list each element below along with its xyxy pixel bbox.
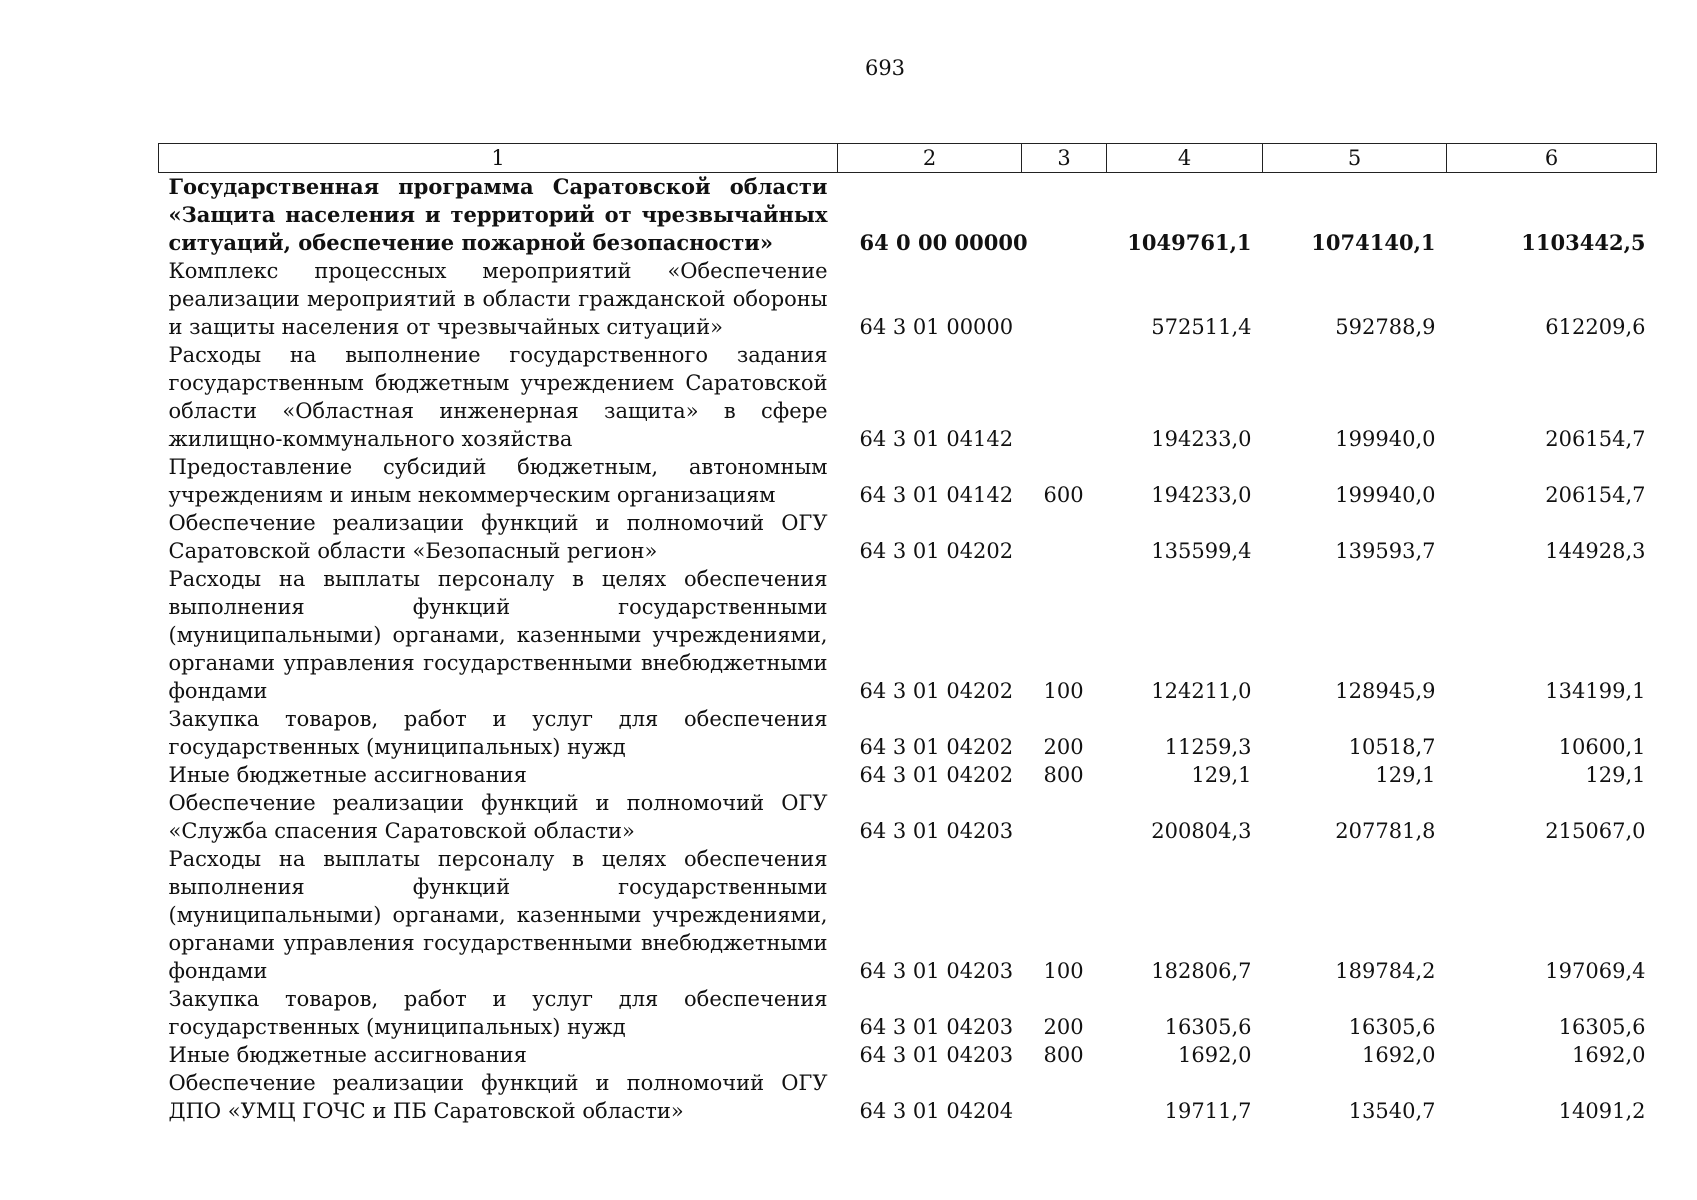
row-value-col-6: 206154,7 (1545, 427, 1646, 451)
table-row (159, 761, 1657, 789)
page-number: 693 (864, 56, 906, 80)
row-value-col-5: 128945,9 (1335, 679, 1436, 703)
row-value-col-4: 194233,0 (1151, 483, 1252, 507)
row-value-col-4: 572511,4 (1151, 315, 1252, 339)
table-row (159, 257, 1657, 341)
row-expense-type (1022, 509, 1107, 565)
row-expense-type: 100 (1043, 679, 1084, 703)
header-col-5: 5 (1263, 144, 1447, 173)
row-expense-type (1022, 1069, 1107, 1125)
row-code: 64 3 01 04202 (859, 679, 1014, 703)
budget-table (158, 143, 1657, 1125)
row-expense-type: 800 (1043, 763, 1084, 787)
header-col-4: 4 (1107, 144, 1263, 173)
row-value-col-6: 215067,0 (1545, 819, 1646, 843)
header-row (159, 144, 1657, 173)
header-col-3: 3 (1022, 144, 1107, 173)
row-name: Расходы на выполнение государственного задания государственным бюджетным учреждением Саратовской области «Областная инженерная защита» в сфере жилищно-коммунального хозяйства (168, 343, 828, 451)
table-row (159, 985, 1657, 1041)
row-value-col-5: 592788,9 (1335, 315, 1436, 339)
row-expense-type: 200 (1043, 1015, 1084, 1039)
row-name: Иные бюджетные ассигнования (168, 1043, 527, 1067)
row-name: Расходы на выплаты персоналу в целях обеспечения выполнения функций государственными (муниципальными) органами, казенными учреждениями, органами управления государственными внебюджетными фондами (168, 567, 828, 703)
table-row (159, 1041, 1657, 1069)
row-name: Закупка товаров, работ и услуг для обеспечения государственных (муниципальных) нужд (168, 987, 828, 1039)
row-value-col-6: 206154,7 (1545, 483, 1646, 507)
row-value-col-4: 19711,7 (1164, 1099, 1252, 1123)
row-expense-type: 600 (1043, 483, 1084, 507)
row-value-col-5: 13540,7 (1348, 1099, 1436, 1123)
header-col-6: 6 (1447, 144, 1657, 173)
row-name: Обеспечение реализации функций и полномочий ОГУ ДПО «УМЦ ГОЧС и ПБ Саратовской области» (168, 1071, 828, 1123)
row-code: 64 3 01 04204 (859, 1099, 1014, 1123)
row-value-col-5: 1692,0 (1362, 1043, 1436, 1067)
row-expense-type (1022, 173, 1107, 258)
row-code: 64 3 01 04142 (859, 427, 1014, 451)
row-code: 64 3 01 00000 (859, 315, 1014, 339)
table-row (159, 453, 1657, 509)
row-value-col-5: 10518,7 (1348, 735, 1436, 759)
row-value-col-4: 11259,3 (1164, 735, 1252, 759)
table-row (159, 845, 1657, 985)
row-code: 64 3 01 04203 (859, 1043, 1014, 1067)
table-row (159, 341, 1657, 453)
row-name: Обеспечение реализации функций и полномочий ОГУ «Служба спасения Саратовской области» (168, 791, 828, 843)
row-value-col-5: 207781,8 (1335, 819, 1436, 843)
row-value-col-4: 124211,0 (1151, 679, 1252, 703)
row-value-col-6: 197069,4 (1545, 959, 1646, 983)
row-name: Закупка товаров, работ и услуг для обеспечения государственных (муниципальных) нужд (168, 707, 828, 759)
row-value-col-4: 1049761,1 (1127, 230, 1252, 255)
row-value-col-6: 1692,0 (1572, 1043, 1646, 1067)
table-row (159, 789, 1657, 845)
row-value-col-4: 194233,0 (1151, 427, 1252, 451)
row-value-col-6: 14091,2 (1558, 1099, 1646, 1123)
table-row (159, 173, 1657, 258)
row-value-col-5: 129,1 (1375, 763, 1436, 787)
table-row (159, 705, 1657, 761)
row-value-col-5: 189784,2 (1335, 959, 1436, 983)
row-value-col-4: 16305,6 (1164, 1015, 1252, 1039)
row-value-col-6: 16305,6 (1558, 1015, 1646, 1039)
row-expense-type: 800 (1043, 1043, 1084, 1067)
row-code: 64 3 01 04142 (859, 483, 1014, 507)
row-name: Расходы на выплаты персоналу в целях обеспечения выполнения функций государственными (муниципальными) органами, казенными учреждениями, органами управления государственными внебюджетными фондами (168, 847, 828, 983)
row-expense-type: 100 (1043, 959, 1084, 983)
row-value-col-4: 135599,4 (1151, 539, 1252, 563)
row-code: 64 3 01 04202 (859, 763, 1014, 787)
row-value-col-4: 200804,3 (1151, 819, 1252, 843)
row-name: Комплекс процессных мероприятий «Обеспечение реализации мероприятий в области гражданской обороны и защиты населения от чрезвычайных ситуаций» (168, 259, 828, 339)
header-col-2: 2 (838, 144, 1022, 173)
row-value-col-6: 134199,1 (1545, 679, 1646, 703)
row-name: Иные бюджетные ассигнования (168, 763, 527, 787)
row-code: 64 3 01 04203 (859, 1015, 1014, 1039)
row-code: 64 3 01 04203 (859, 819, 1014, 843)
row-expense-type (1022, 789, 1107, 845)
row-name: Обеспечение реализации функций и полномочий ОГУ Саратовской области «Безопасный регион» (168, 511, 828, 563)
row-code: 64 3 01 04203 (859, 959, 1014, 983)
row-value-col-6: 612209,6 (1545, 315, 1646, 339)
row-value-col-6: 144928,3 (1545, 539, 1646, 563)
table-row (159, 509, 1657, 565)
row-value-col-6: 129,1 (1585, 763, 1646, 787)
row-expense-type: 200 (1043, 735, 1084, 759)
row-value-col-4: 1692,0 (1178, 1043, 1252, 1067)
row-name: Предоставление субсидий бюджетным, автономным учреждениям и иным некоммерческим организациям (168, 455, 828, 507)
row-value-col-5: 1074140,1 (1311, 230, 1436, 255)
row-code: 64 0 00 00000 (859, 230, 1028, 255)
row-expense-type (1022, 341, 1107, 453)
row-value-col-6: 1103442,5 (1521, 230, 1646, 255)
row-expense-type (1022, 257, 1107, 341)
row-value-col-6: 10600,1 (1558, 735, 1646, 759)
row-value-col-5: 199940,0 (1335, 483, 1436, 507)
row-value-col-5: 199940,0 (1335, 427, 1436, 451)
row-code: 64 3 01 04202 (859, 735, 1014, 759)
table-row (159, 1069, 1657, 1125)
row-value-col-4: 182806,7 (1151, 959, 1252, 983)
row-name: Государственная программа Саратовской области «Защита населения и территорий от чрезвычайных ситуаций, обеспечение пожарной безопасности» (168, 174, 828, 255)
table-body (159, 173, 1657, 1126)
row-code: 64 3 01 04202 (859, 539, 1014, 563)
row-value-col-4: 129,1 (1191, 763, 1252, 787)
table-row (159, 565, 1657, 705)
header-col-1: 1 (159, 144, 838, 173)
row-value-col-5: 16305,6 (1348, 1015, 1436, 1039)
row-value-col-5: 139593,7 (1335, 539, 1436, 563)
